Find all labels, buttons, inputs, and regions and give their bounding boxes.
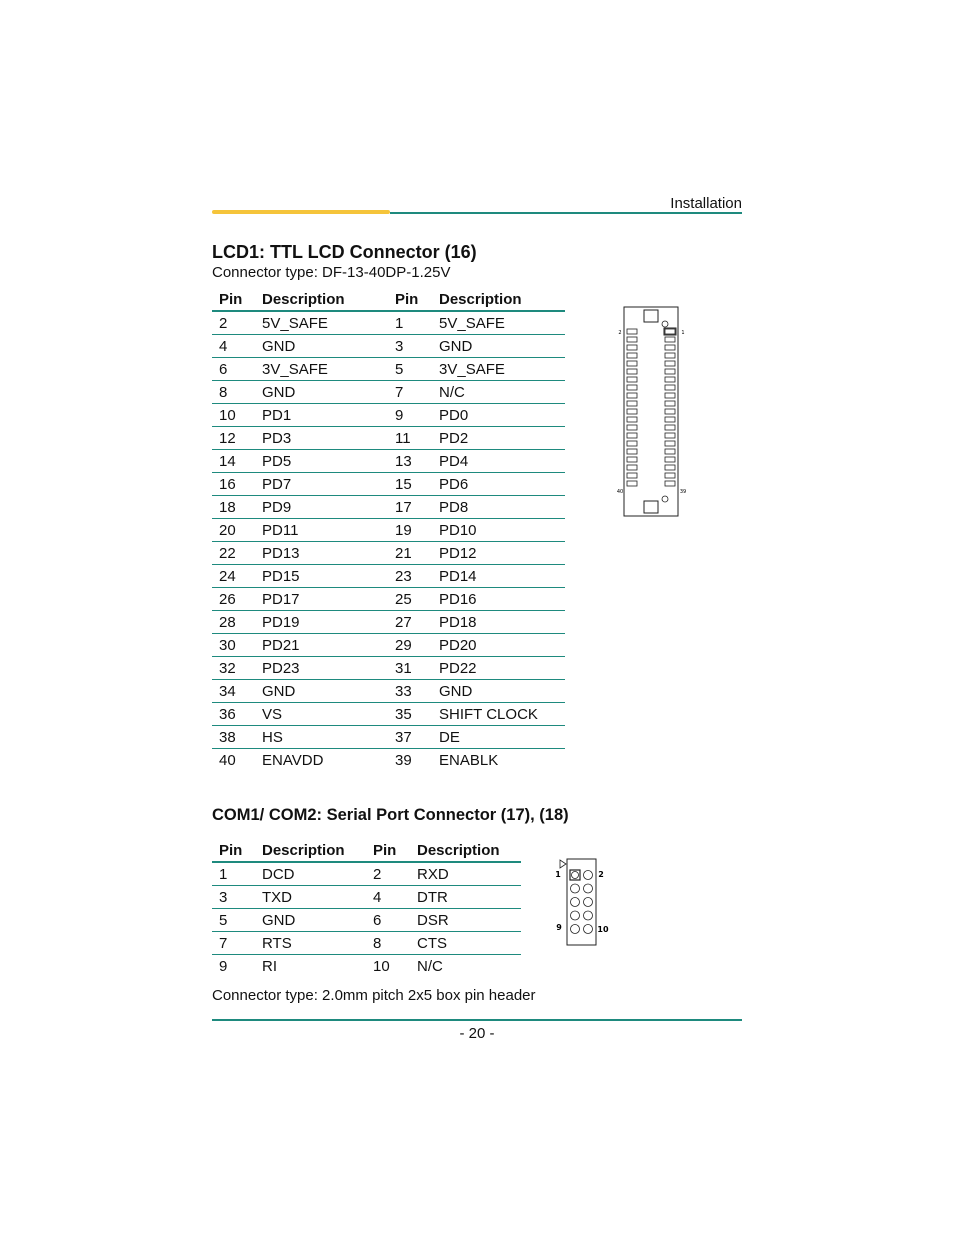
column-header: Description: [255, 288, 388, 311]
connector-pin: [665, 393, 675, 398]
table-row: [212, 450, 565, 473]
connector-pin: [665, 329, 675, 334]
pin-description-cell: DE: [432, 726, 565, 749]
pin-number-cell: 40: [219, 751, 236, 769]
pin-number-cell: 35: [388, 703, 432, 726]
connector-pin: [627, 457, 637, 462]
connector-pin: [627, 393, 637, 398]
connector-pin: [665, 465, 675, 470]
footer-rule: [212, 1019, 742, 1021]
connector-pin: [627, 481, 637, 486]
pin-number-cell: 7: [388, 381, 432, 404]
pin-description-cell: GND: [255, 335, 388, 358]
pin-number-cell: 37: [388, 726, 432, 749]
column-header: Description: [432, 288, 565, 311]
column-header: Pin: [366, 839, 410, 862]
pin-number-cell: 26: [212, 588, 255, 611]
table-row: [212, 886, 521, 909]
table-row: [212, 473, 565, 496]
pin-description-cell: PD23: [255, 657, 388, 680]
pin-description-cell: PD10: [432, 519, 565, 542]
com-diagram-label-10: 10: [597, 925, 609, 934]
connector-pin: [665, 353, 675, 358]
connector-pin: [627, 361, 637, 366]
pin-description-cell: PD13: [255, 542, 388, 565]
connector-pin: [584, 925, 593, 934]
pin-description-cell: RI: [262, 957, 277, 975]
connector-pin: [571, 911, 580, 920]
pin-description-cell: 3V_SAFE: [255, 358, 388, 381]
pin-number-cell: 17: [388, 496, 432, 519]
pin-description-cell: ENABLK: [439, 751, 499, 769]
pin-description-cell: TXD: [255, 886, 366, 909]
pin-description-cell: SHIFT CLOCK: [432, 703, 565, 726]
connector-pin: [665, 369, 675, 374]
pin-number-cell: 27: [388, 611, 432, 634]
pin-number-cell: 11: [388, 427, 432, 450]
pin-number-cell: 9: [219, 957, 228, 975]
pin-number-cell: 10: [373, 957, 390, 975]
pin-number-cell: 16: [212, 473, 255, 496]
pin-description-cell: 3V_SAFE: [432, 358, 565, 381]
pin-description-cell: GND: [432, 335, 565, 358]
pin-description-cell: DTR: [410, 886, 521, 909]
lcd-table-header: [212, 288, 565, 311]
pin-description-cell: PD1: [255, 404, 388, 427]
lcd-diagram-label-40: 40: [616, 489, 624, 495]
pin-description-cell: PD0: [432, 404, 565, 427]
connector-pin: [584, 911, 593, 920]
com-connector-diagram: [550, 855, 612, 950]
table-row: [212, 381, 565, 404]
connector-pin: [665, 401, 675, 406]
pin-description-cell: 5V_SAFE: [432, 311, 565, 335]
pin-description-cell: N/C: [417, 957, 443, 975]
pin-number-cell: 6: [212, 358, 255, 381]
pin-number-cell: 34: [212, 680, 255, 703]
pin-description-cell: HS: [255, 726, 388, 749]
pin-number-cell: 21: [388, 542, 432, 565]
pin-number-cell: 6: [366, 909, 410, 932]
table-row: [212, 680, 565, 703]
lcd-diagram-label-39: 39: [679, 489, 687, 495]
pin-description-cell: PD5: [255, 450, 388, 473]
pin-number-cell: 25: [388, 588, 432, 611]
pin-number-cell: 28: [212, 611, 255, 634]
pin-description-cell: RXD: [410, 862, 521, 886]
table-row: [212, 519, 565, 542]
connector-pin: [627, 337, 637, 342]
table-row: [212, 565, 565, 588]
com-pin-table: [212, 839, 521, 977]
pin-description-cell: GND: [255, 909, 366, 932]
connector-pin: [665, 425, 675, 430]
pin-number-cell: 12: [212, 427, 255, 450]
connector-pin: [665, 337, 675, 342]
connector-pin: [665, 385, 675, 390]
connector-pin: [627, 465, 637, 470]
table-row: [212, 634, 565, 657]
pin-number-cell: 4: [212, 335, 255, 358]
connector-pin: [627, 369, 637, 374]
pin-description-cell: PD9: [255, 496, 388, 519]
lcd-diagram-label-1: 1: [681, 330, 685, 336]
table-row: [212, 611, 565, 634]
table-row: [212, 726, 565, 749]
table-row: [212, 358, 565, 381]
connector-pin: [627, 409, 637, 414]
pin-description-cell: PD22: [432, 657, 565, 680]
pin-number-cell: 13: [388, 450, 432, 473]
connector-pin: [665, 449, 675, 454]
pin-description-cell: PD11: [255, 519, 388, 542]
connector-pin: [627, 353, 637, 358]
pin-number-cell: 15: [388, 473, 432, 496]
table-row: [212, 311, 565, 335]
connector-pin: [627, 433, 637, 438]
pin-description-cell: N/C: [432, 381, 565, 404]
pin-description-cell: PD8: [432, 496, 565, 519]
pin-number-cell: 10: [212, 404, 255, 427]
pin-number-cell: 5: [388, 358, 432, 381]
pin-description-cell: PD6: [432, 473, 565, 496]
pin-description-cell: PD18: [432, 611, 565, 634]
pin-number-cell: 1: [388, 311, 432, 335]
pin-number-cell: 8: [366, 932, 410, 955]
pin-number-cell: 4: [366, 886, 410, 909]
connector-pin: [584, 884, 593, 893]
connector-pin: [627, 441, 637, 446]
connector-pin: [584, 898, 593, 907]
connector-pin: [627, 385, 637, 390]
section-header: Installation: [670, 195, 742, 212]
table-row: [212, 542, 565, 565]
connector-pin: [665, 457, 675, 462]
connector-pin: [665, 481, 675, 486]
pin-description-cell: PD3: [255, 427, 388, 450]
table-row: [212, 588, 565, 611]
table-row: [212, 955, 521, 978]
connector-pin: [665, 361, 675, 366]
connector-pin: [627, 345, 637, 350]
pin-number-cell: 8: [212, 381, 255, 404]
pin-number-cell: 19: [388, 519, 432, 542]
table-row: [212, 932, 521, 955]
pin-number-cell: 2: [212, 311, 255, 335]
table-row: [212, 862, 521, 886]
connector-pin: [665, 441, 675, 446]
connector-pin: [665, 433, 675, 438]
pin-number-cell: 38: [212, 726, 255, 749]
pin-number-cell: 31: [388, 657, 432, 680]
pin-description-cell: VS: [255, 703, 388, 726]
connector-pin: [627, 329, 637, 334]
pin-description-cell: CTS: [410, 932, 521, 955]
table-row: [212, 427, 565, 450]
lcd-pin-table: [212, 288, 565, 771]
pin-description-cell: PD7: [255, 473, 388, 496]
table-row: [212, 909, 521, 932]
connector-pin: [665, 377, 675, 382]
header-accent-bar: [212, 210, 390, 214]
column-header: Description: [410, 839, 521, 862]
pin1-marker-icon: [560, 860, 566, 868]
pin-description-cell: PD19: [255, 611, 388, 634]
connector-pin: [571, 898, 580, 907]
connector-pin: [665, 417, 675, 422]
pin-description-cell: PD16: [432, 588, 565, 611]
table-row: [212, 703, 565, 726]
pin-number-cell: 32: [212, 657, 255, 680]
column-header: Pin: [212, 288, 255, 311]
connector-pin: [665, 473, 675, 478]
pin-description-cell: PD4: [432, 450, 565, 473]
pin-number-cell: 9: [388, 404, 432, 427]
lcd-section-title: LCD1: TTL LCD Connector (16): [212, 242, 477, 262]
page-number: - 20 -: [459, 1025, 495, 1042]
connector-pin: [627, 401, 637, 406]
pin-number-cell: 2: [366, 862, 410, 886]
header-rule: [390, 212, 742, 214]
pin-number-cell: 23: [388, 565, 432, 588]
pin-number-cell: 29: [388, 634, 432, 657]
table-row: [212, 496, 565, 519]
table-row: [212, 749, 565, 772]
lcd-connector-diagram: [612, 303, 692, 523]
connector-pin: [665, 345, 675, 350]
pin-number-cell: 22: [212, 542, 255, 565]
pin-number-cell: 24: [212, 565, 255, 588]
column-header: Pin: [388, 288, 432, 311]
pin-number-cell: 5: [212, 909, 255, 932]
pin-number-cell: 3: [388, 335, 432, 358]
connector-pin: [627, 425, 637, 430]
pin-description-cell: PD20: [432, 634, 565, 657]
pin-description-cell: ENAVDD: [262, 751, 324, 769]
pin-description-cell: GND: [432, 680, 565, 703]
com-section-title: COM1/ COM2: Serial Port Connector (17), (18): [212, 806, 569, 824]
connector-pin: [584, 871, 593, 880]
com-diagram-label-9: 9: [556, 923, 562, 932]
table-row: [212, 657, 565, 680]
pin-description-cell: DSR: [410, 909, 521, 932]
pin-number-cell: 30: [212, 634, 255, 657]
column-header: Pin: [212, 839, 255, 862]
table-row: [212, 335, 565, 358]
pin-description-cell: GND: [255, 381, 388, 404]
com-table-header: [212, 839, 521, 862]
pin-number-cell: 36: [212, 703, 255, 726]
connector-pin: [571, 884, 580, 893]
pin-description-cell: PD14: [432, 565, 565, 588]
connector-pin: [665, 409, 675, 414]
com-connector-type: Connector type: 2.0mm pitch 2x5 box pin header: [212, 987, 536, 1004]
pin-number-cell: 20: [212, 519, 255, 542]
pin-description-cell: PD17: [255, 588, 388, 611]
pin-description-cell: PD2: [432, 427, 565, 450]
com-diagram-label-2: 2: [598, 870, 604, 879]
pin-number-cell: 7: [212, 932, 255, 955]
pin-number-cell: 14: [212, 450, 255, 473]
pin-number-cell: 33: [388, 680, 432, 703]
pin-number-cell: 3: [212, 886, 255, 909]
pin-description-cell: DCD: [255, 862, 366, 886]
connector-pin: [627, 473, 637, 478]
column-header: Description: [255, 839, 366, 862]
connector-pin: [572, 872, 579, 879]
pin-description-cell: PD12: [432, 542, 565, 565]
pin-number-cell: 18: [212, 496, 255, 519]
pin-description-cell: RTS: [255, 932, 366, 955]
pin-description-cell: GND: [255, 680, 388, 703]
pin-description-cell: PD15: [255, 565, 388, 588]
pin-number-cell: 1: [212, 862, 255, 886]
pin-number-cell: 39: [395, 751, 412, 769]
lcd-connector-type: Connector type: DF-13-40DP-1.25V: [212, 264, 451, 281]
pin-description-cell: PD21: [255, 634, 388, 657]
connector-pin: [627, 377, 637, 382]
connector-pin: [627, 449, 637, 454]
connector-pin: [571, 925, 580, 934]
pin-description-cell: 5V_SAFE: [255, 311, 388, 335]
com-diagram-label-1: 1: [555, 870, 561, 879]
lcd-diagram-label-2: 2: [618, 330, 622, 336]
table-row: [212, 404, 565, 427]
connector-pin: [627, 417, 637, 422]
